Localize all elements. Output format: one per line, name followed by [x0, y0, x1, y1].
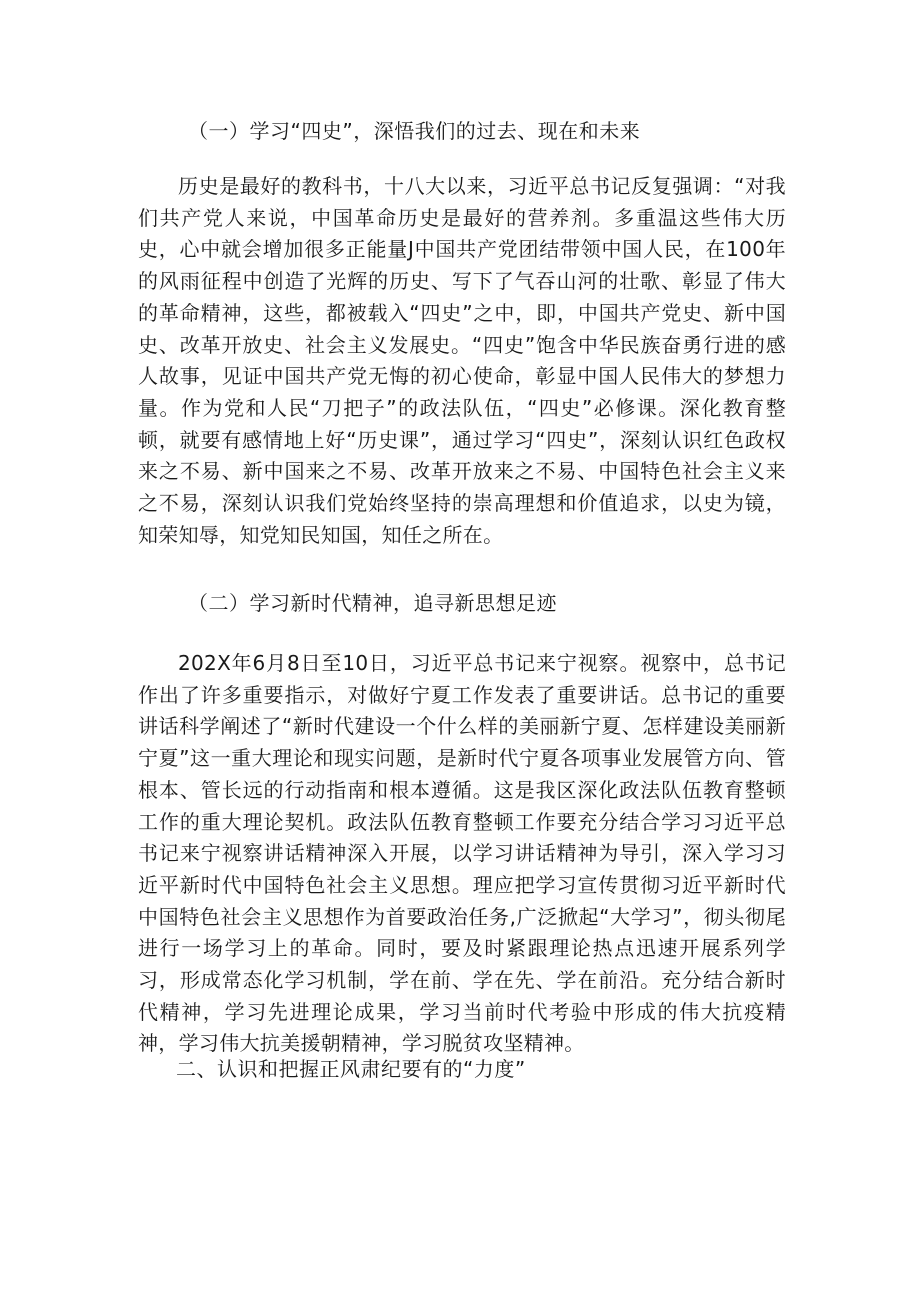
section-heading-new-era-spirit: （二）学习新时代精神，追寻新思想足迹	[188, 591, 557, 615]
paragraph-new-era-spirit: 202X年6月8日至10日，习近平总书记来宁视察。视察中，总书记作出了许多重要指示，对做好宁夏工作发表了重要讲话。总书记的重要讲话科学阐述了“新时代建设一个什么样的美丽新宁夏、怎样建设美丽新宁夏”这一重大理论和现实问题，是新时代宁夏各项事业发展管方向、管根本、管长远的行动指南和根本遵循。这是我区深化政法队伍教育整顿工作的重大理论契机。政法队伍教育整顿工作要充分结合学习习近平总书记来宁视察讲话精神深入开展，以学习讲话精神为导引，深入学习习近平新时代中国特色社会主义思想。理应把学习宣传贯彻习近平新时代中国特色社会主义思想作为首要政治任务,广泛掀起“大学习”，彻头彻尾进行一场学习上的革命。同时，要及时紧跟理论热点迅速开展系列学习，形成常态化学习机制，学在前、学在先、学在前沿。充分结合新时代精神，学习先进理论成果，学习当前时代考验中形成的伟大抗疫精神，学习伟大抗美援朝精神，学习脱贫攻坚精神。	[138, 651, 786, 1056]
paragraph-four-histories: 历史是最好的教科书，十八大以来，习近平总书记反复强调：“对我们共产党人来说，中国革命历史是最好的营养剂。多重温这些伟大历史，心中就会增加很多正能量J中国共产党团结带领中国人民，在100年的风雨征程中创造了光辉的历史、写下了气吞山河的壮歌、彰显了伟大的革命精神，这些，都被载入“四史”之中，即，中国共产党史、新中国史、改革开放史、社会主义发展史。“四史”饱含中华民族奋勇行进的感人故事，见证中国共产党无悔的初心使命，彰显中国人民伟大的梦想力量。作为党和人民“刀把子”的政法队伍，“四史”必修课。深化教育整顿，就要有感情地上好“历史课”，通过学习“四史”，深刻认识红色政权来之不易、新中国来之不易、改革开放来之不易、中国特色社会主义来之不易，深刻认识我们党始终坚持的崇高理想和价值追求，以史为镜，知荣知辱，知党知民知国，知任之所在。	[138, 174, 786, 547]
section-heading-study-four-histories: （一）学习“四史”，深悟我们的过去、现在和未来	[188, 119, 641, 143]
section-heading-discipline-strength: 二、认识和把握正风肃纪要有的“力度”	[176, 1057, 526, 1081]
